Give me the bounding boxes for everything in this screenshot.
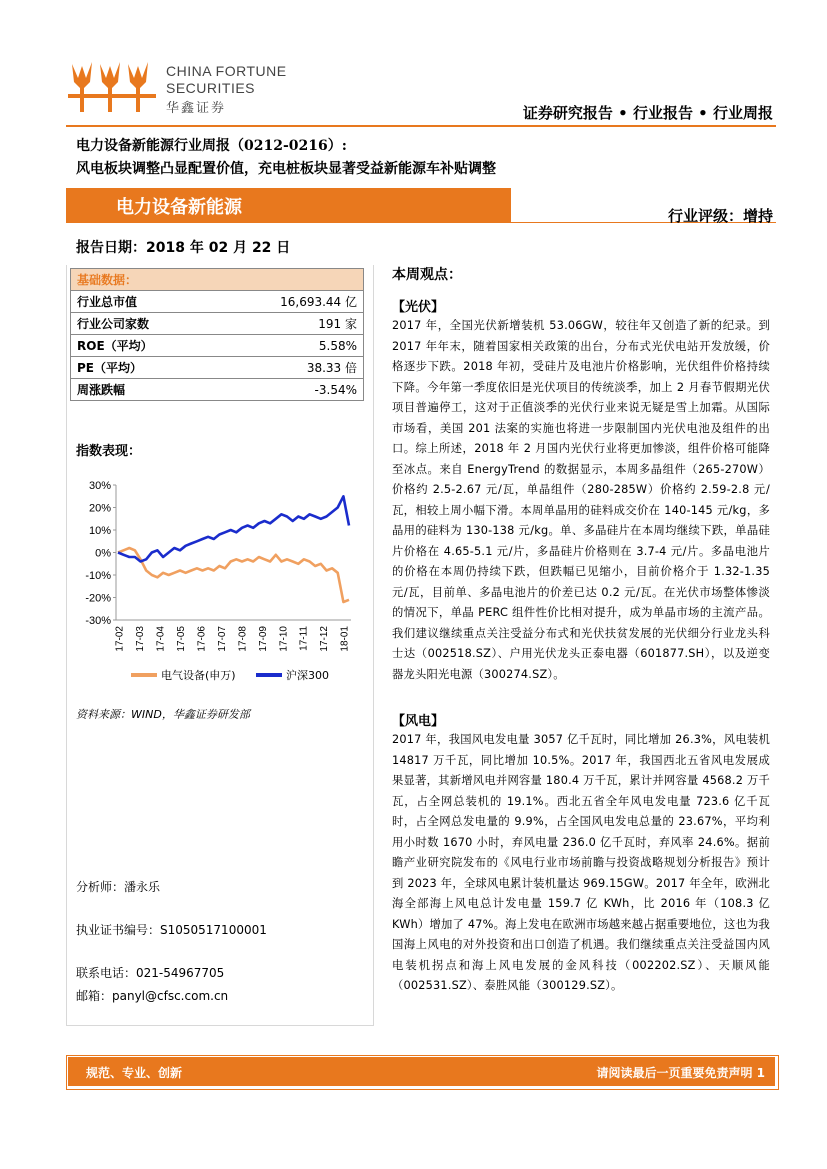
index-performance-title: 指数表现：: [76, 444, 142, 459]
x-tick-label: 17-12: [319, 626, 331, 652]
index-chart: [76, 475, 366, 690]
basic-data-title: 基础数据：: [71, 269, 364, 291]
x-tick-label: 17-10: [278, 626, 290, 652]
row-value: 16,693.44 亿: [216, 291, 364, 313]
footer-disclaimer: 请阅读最后一页重要免责声明 1: [596, 1066, 765, 1080]
weekly-view-title: 本周观点：: [392, 267, 462, 283]
x-tick-label: 18-01: [339, 626, 351, 652]
table-row: [71, 357, 364, 379]
analyst-name: 分析师：潘永乐: [76, 880, 161, 894]
analyst-phone: 联系电话：021-54967705: [76, 966, 225, 980]
y-tick-label: 30%: [88, 480, 111, 492]
report-category: 证券研究报告 • 行业报告 • 行业周报: [522, 104, 773, 122]
series-line-1: [118, 496, 349, 561]
y-tick-label: -30%: [85, 615, 111, 627]
row-value: -3.54%: [216, 379, 364, 401]
industry-banner-text: 电力设备新能源: [116, 197, 242, 218]
data-source: 资料来源：WIND，华鑫证券研发部: [76, 708, 250, 721]
analyst-email: 邮箱：panyl@cfsc.com.cn: [76, 989, 229, 1003]
pv-paragraph: 2017 年，全国光伏新增装机 53.06GW，较往年又创造了新的纪录。到 2017 年年末，随着国家相关政策的出台，分布式光伏电站开发放缓，价格逐步下跌。2018 年初，受硅片及电池片价格影响，光伏组件价格持续下降。今年第一季度依旧是光伏项目的传统淡季，加上 2 月春节假期光伏项目普遍停工，这对于正值淡季的光伏行业来说无疑是雪上加霜。从国际市场看，美国 201 法案的实施也将进一步限制国内光伏电池及组件的出口。综上所述，2018 年 2 月国内光伏行业将更加惨淡，组件价格可能降至冰点。来自 EnergyTrend 的数据显示，本周多晶组件（265-270W）价格约 2.5-2.67 元/瓦，单晶组件（280-285W）价格约 2.59-2.8 元/瓦，相较上周小幅下滑。本周单晶用的硅料成交价在 140-145 元/kg，多晶用的硅料为 130-138 元/kg。单、多晶硅片在本周均继续下跌，单晶硅片价格在 4.65-5.1 元/片，多晶硅片价格则在 3.7-4 元/片。多晶电池片的价格在本周仍持续下跌，但跌幅已见缩小，目前价格介于 1.32-1.35 元/瓦，目前单、多晶电池片的价差已达 0.2 元/瓦。在光伏市场整体惨淡的情况下，单晶 PERC 组件性价比相对提升，成为单晶市场的主流产品。我们建议继续重点关注受益分布式和光伏扶贫发展的光伏细分行业龙头科士达（002518.SZ）、户用光伏龙头正泰电器（601877.SH），以及逆变器龙头阳光电源（300274.SZ）。: [392, 319, 770, 681]
report-date: 报告日期：2018 年 02 月 22 日: [76, 240, 291, 256]
footer-slogan: 规范、专业、创新: [86, 1066, 183, 1080]
row-value: 5.58%: [216, 335, 364, 357]
company-logo: [66, 58, 162, 118]
row-value: 38.33 倍: [216, 357, 364, 379]
x-tick-label: 17-11: [298, 626, 310, 651]
basic-data-table: [70, 268, 364, 401]
x-tick-label: 17-04: [155, 626, 167, 652]
logo-text-line1: CHINA FORTUNE: [166, 63, 287, 79]
logo-text-line2: SECURITIES: [166, 80, 256, 96]
header-divider: [66, 125, 776, 127]
table-row: [71, 313, 364, 335]
x-tick-label: 17-08: [237, 626, 249, 652]
x-tick-label: 17-06: [196, 626, 208, 652]
logo-text-line3: 华鑫证券: [166, 101, 227, 116]
report-title-line2: 风电板块调整凸显配置价值，充电桩板块显著受益新能源车补贴调整: [76, 161, 496, 177]
y-tick-label: 10%: [88, 525, 111, 537]
y-tick-label: -20%: [85, 592, 111, 605]
table-row: [71, 291, 364, 313]
row-label: 周涨跌幅: [71, 379, 216, 401]
y-tick-label: -10%: [85, 570, 111, 582]
y-tick-label: 0%: [95, 547, 111, 560]
series-line-0: [118, 548, 349, 602]
wind-paragraph: 2017 年，我国风电发电量 3057 亿千瓦时，同比增加 26.3%，风电装机 14817 万千瓦，同比增加 10.5%。2017 年，我国西北五省风电发展成果显著，其新增风电并网容量 180.4 万千瓦，累计并网容量 4568.2 万千瓦，占全网总装机的 19.1%。西北五省全年风电发电量 723.6 亿千瓦时，占全网总发电量的 9.9%，占全国风电发电总量的 23.67%，平均利用小时数 1670 小时，弃风电量 236.0 亿千瓦时，弃风率 24.6%。据前瞻产业研究院发布的《风电行业市场前瞻与投资战略规划分析报告》预计到 2023 年，全球风电累计装机量达 969.15GW。2017 年全年，欧洲北海全部海上风电总计发电量 159.7 亿 KWh，比 2016 年（108.3 亿 KWh）增加了 47%。海上发电在欧洲市场越来越占据重要地位，这也为我国海上风电的对外投资和出口创造了机遇。我们继续重点关注受益国内风电装机拐点和海上风电发展的金风科技（002202.SZ）、天顺风能（002531.SZ）、泰胜风能（300129.SZ）。: [392, 733, 770, 992]
row-label: 行业总市值: [71, 291, 216, 313]
x-tick-label: 17-05: [176, 626, 188, 652]
report-title-line1: 电力设备新能源行业周报（0212-0216）:: [76, 138, 347, 154]
x-tick-label: 17-07: [216, 626, 228, 652]
wind-section-heading: 【风电】: [392, 714, 445, 729]
table-row: [71, 379, 364, 401]
row-label: 行业公司家数: [71, 313, 216, 335]
x-tick-label: 17-03: [135, 626, 147, 652]
x-tick-label: 17-02: [114, 626, 126, 652]
industry-rating: 行业评级：增持: [667, 207, 773, 225]
row-label: ROE（平均）: [71, 335, 216, 357]
row-value: 191 家: [216, 313, 364, 335]
row-label: PE（平均）: [71, 357, 216, 379]
table-row: [71, 335, 364, 357]
x-tick-label: 17-09: [257, 626, 269, 652]
legend-label-0: 电气设备(申万): [161, 669, 236, 682]
legend-label-1: 沪深300: [286, 669, 329, 682]
pv-section-heading: 【光伏】: [392, 300, 445, 315]
analyst-license: 执业证书编号：S1050517100001: [76, 923, 267, 937]
y-tick-label: 20%: [88, 502, 111, 515]
